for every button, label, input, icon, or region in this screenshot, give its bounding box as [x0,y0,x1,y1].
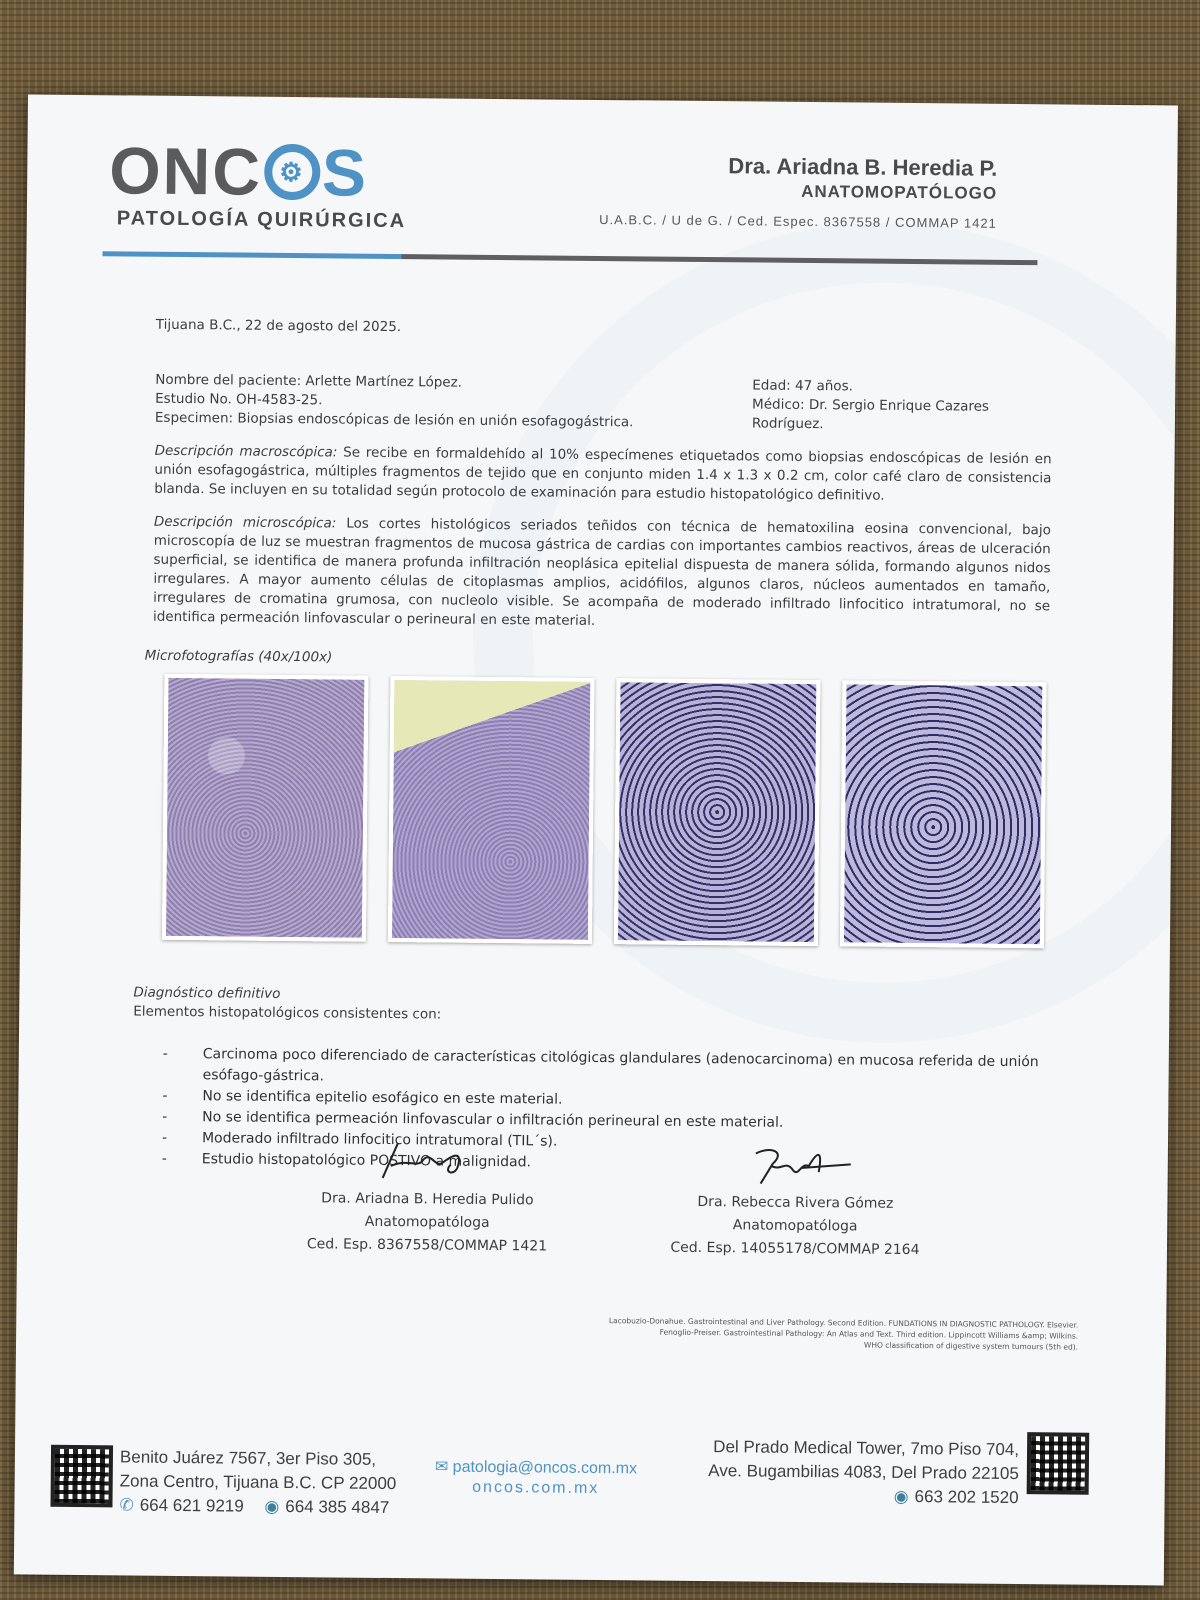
whatsapp-number[interactable]: 664 385 4847 [285,1497,390,1518]
micrograph-3 [614,678,821,946]
email-link[interactable]: patologia@oncos.com.mx [452,1458,638,1478]
signature-block-1 [297,1137,558,1258]
micro-description [153,513,1051,636]
photos-title: Microfotografías (40x/100x) [144,647,333,666]
doctor-name: Dra. Ariadna B. Heredia P. [728,153,998,181]
macro-label: Descripción macroscópica: [154,442,338,461]
diagnosis-item: - Moderado infiltrado linfocitico intratumoral (TIL´s). [132,1128,1045,1158]
patient-info [155,371,1053,437]
micrographs [162,674,1050,948]
whatsapp-icon: ◉ [893,1486,909,1506]
diagnosis-item: - Carcinoma poco diferenciado de características citológicas glandulares (adenocarcinoma) en mucosa referida de unión esófago-gástrica. [133,1044,1046,1095]
report-body [130,316,1053,1179]
signature-1 [298,1137,558,1189]
micrograph-2 [388,676,595,944]
signer-name: Dra. Ariadna B. Heredia Pulido [321,1190,534,1209]
references [518,1314,1078,1352]
diagnosis-item: - No se identifica permeación linfovascular o infiltración perineural en este material. [132,1107,1045,1137]
signer-name: Dra. Rebecca Rivera Gómez [697,1193,894,1212]
patient-age: Edad: 47 años. [752,377,854,395]
micro-text: Los cortes histológicos seriados teñidos con técnica de hematoxilina eosina convencional, bajo microscopía de luz se muestran fragmentos de mucosa gástrica de cardias con importantes cambios reactivos, áreas de ulceración superficial, se identifica de manera profunda infiltración neoplásica epitelial dispuesta de manera sólida, formando algunos nidos irregulares. A mayor aumento células de citoplasmas amplios, acidófilos, algunos claros, núcleos aumentados en tamaño, irregulares de cromatina grumosa, con nucleolo visible. Se acompaña de moderado infiltrado linfocitico intratumoral, no se identifica permeación linfovascular o perineural en este material. [152,515,1051,629]
study-number: Estudio No. OH-4583-25. [155,390,323,409]
diagnosis-intro: Elementos histopatológicos consistentes con: [133,1003,442,1023]
doctor-header [599,152,997,231]
specimen: Especimen: Biopsias endoscópicas de lesión en unión esofagogástrica. [154,409,634,431]
address-tijuana [119,1445,396,1520]
address-del-prado [708,1435,1019,1510]
address-line: Ave. Bugambilias 4083, Del Prado 22105 [708,1461,1019,1484]
signer-role: Anatomopatóloga [732,1217,858,1235]
reference-item: WHO classification of digestive system tumours (5th ed). [863,1340,1079,1352]
diagnosis-item: - Estudio histopatológico POSTIVO a malignidad. [132,1149,1045,1179]
signature-2 [666,1141,926,1193]
contact-phone-2 [708,1483,1019,1510]
address-line: Benito Juárez 7567, 3er Piso 305, [119,1447,377,1469]
reference-item: Lacobuzio-Donahue. Gastrointestinal and Liver Pathology. Second Edition. FUNDATIONS IN DIAGNOSTIC PATHOLOGY. Elsevier. [608,1316,1079,1330]
diagnosis-item: - No se identifica epitelio esofágico en este material. [132,1086,1045,1116]
website-link[interactable]: oncos.com.mx [472,1478,600,1498]
report-date: Tijuana B.C., 22 de agosto del 2025. [155,316,402,336]
macro-text: Se recibe en formaldehído al 10% especímenes etiquetados como biopsias endoscópicas de lesión en unión esofagogástrica, múltiples fragmentos de tejido que en conjunto miden 1.4 x 1.3 x 0.2 cm, color café claro de consistencia blanda. Se incluyen en su totalidad según protocolo de examinación para estudio histopatológico definitivo. [154,444,1052,504]
diagnosis-title: Diagnóstico definitivo [133,984,281,1002]
address-line: Zona Centro, Tijuana B.C. CP 22000 [119,1471,397,1494]
signer-cred: Ced. Esp. 8367558/COMMAP 1421 [306,1236,548,1255]
footer [14,1414,1165,1585]
patient-name: Nombre del paciente: Arlette Martínez López. [155,371,463,391]
reference-item: Fenoglio-Preiser. Gastrointestinal Pathology: An Atlas and Text. Third edition. Lippincott Williams &amp; Wilkins. [659,1327,1079,1341]
email-block [435,1456,638,1498]
macro-description [154,442,1052,508]
whatsapp-number[interactable]: 663 202 1520 [914,1487,1019,1508]
signature-block-2 [665,1141,926,1262]
micrograph-1 [162,674,369,942]
physician: Médico: Dr. Sergio Enrique Cazares Rodríguez. [751,396,990,433]
doctor-role: ANATOMOPATÓLOGO [801,181,998,203]
doctor-credentials: U.A.B.C. / U de G. / Ced. Espec. 8367558 / COMMAP 1421 [599,211,997,231]
signer-role: Anatomopatóloga [364,1213,490,1231]
signer-cred: Ced. Esp. 14055178/COMMAP 2164 [670,1239,920,1259]
logo-subtitle: PATOLOGÍA QUIRÚRGICA [116,207,407,233]
mail-icon: ✉ [434,1458,453,1476]
micro-label: Descripción microscópica: [153,513,337,532]
phone-icon: ✆ [119,1495,134,1515]
logo-text-left: ONC [108,133,263,209]
qr-code-icon[interactable] [50,1445,113,1508]
qr-code-icon[interactable] [1027,1432,1090,1495]
gear-icon: ⚙ [264,144,321,201]
address-line: Del Prado Medical Tower, 7mo Piso 704, [713,1437,1020,1460]
report-sheet [14,94,1178,1585]
oncos-logo [108,133,407,233]
contact-phones [119,1493,396,1520]
whatsapp-icon: ◉ [264,1496,280,1516]
phone-number[interactable]: 664 621 9219 [139,1495,244,1516]
logo-text-right: S [321,135,369,210]
micrograph-4 [840,680,1047,948]
